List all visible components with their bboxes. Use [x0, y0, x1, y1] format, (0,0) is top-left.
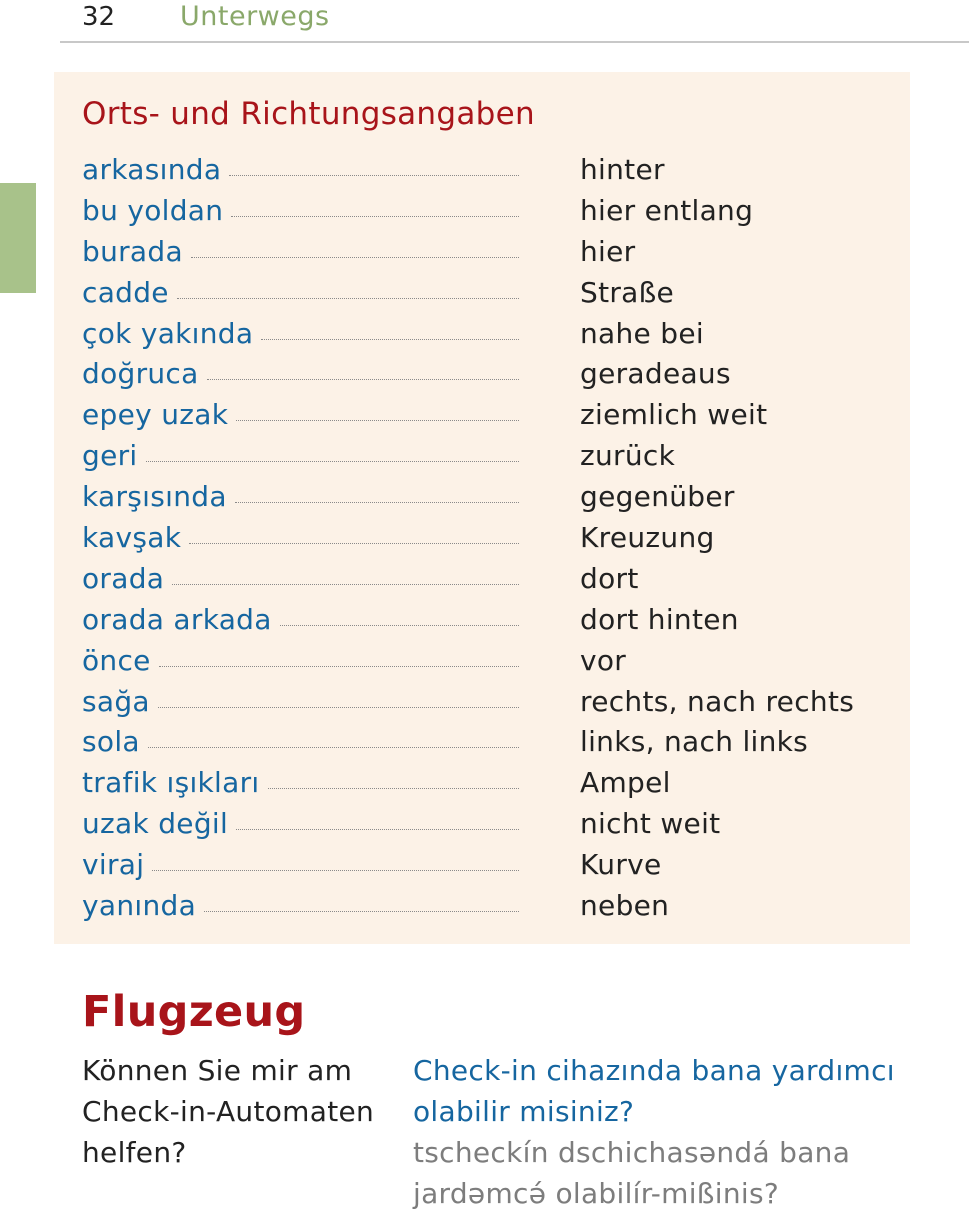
vocab-row: [82, 354, 882, 395]
vocab-german: geradeaus: [580, 357, 731, 391]
vocab-german: Kurve: [580, 848, 662, 882]
vocab-turkish: burada: [82, 234, 183, 268]
vocab-left: [82, 763, 519, 803]
vocab-row: [82, 722, 882, 763]
vocab-row: [82, 273, 882, 314]
dot-leader: [236, 420, 519, 421]
page-header: [0, 0, 969, 44]
vocabulary-title: Orts- und Richtungsangaben: [82, 96, 535, 132]
vocab-turkish: sola: [82, 725, 140, 759]
vocab-left: [82, 559, 519, 599]
vocab-turkish: orada: [82, 561, 165, 595]
vocab-german: Straße: [580, 275, 675, 309]
vocab-left: [82, 477, 519, 517]
vocab-turkish: doğruca: [82, 357, 199, 391]
vocab-left: [82, 600, 519, 640]
vocab-left: [82, 273, 519, 313]
vocab-german: Kreuzung: [580, 521, 715, 555]
vocab-row: [82, 518, 882, 559]
dot-leader: [191, 257, 519, 258]
vocab-left: [82, 722, 519, 762]
header-divider: [60, 41, 969, 43]
vocab-row: [82, 804, 882, 845]
vocab-left: [82, 354, 519, 394]
vocabulary-box: [54, 72, 910, 944]
vocab-row: [82, 150, 882, 191]
vocab-german: hier entlang: [580, 193, 754, 227]
vocab-left: [82, 886, 519, 926]
vocab-left: [82, 395, 519, 435]
dot-leader: [159, 666, 519, 667]
page-number: 32: [82, 2, 116, 32]
vocabulary-list: [82, 150, 882, 927]
vocab-row: [82, 436, 882, 477]
dot-leader: [189, 543, 519, 544]
vocab-left: [82, 804, 519, 844]
dot-leader: [268, 788, 520, 789]
vocab-turkish: önce: [82, 643, 151, 677]
vocab-left: [82, 682, 519, 722]
phrase-german: Können Sie mir am Check-in-Automaten helfen?: [82, 1054, 375, 1169]
vocab-german: Ampel: [580, 766, 671, 800]
vocab-row: [82, 232, 882, 273]
vocab-turkish: bu yoldan: [82, 193, 224, 227]
vocab-row: [82, 559, 882, 600]
vocab-turkish: yanında: [82, 889, 197, 923]
vocab-row: [82, 763, 882, 804]
vocab-left: [82, 641, 519, 681]
vocab-german: rechts, nach rechts: [580, 684, 855, 718]
dot-leader: [229, 175, 519, 176]
vocab-turkish: çok yakında: [82, 316, 254, 350]
vocab-german: nicht weit: [580, 807, 721, 841]
vocab-row: [82, 682, 882, 723]
dot-leader: [261, 339, 519, 340]
vocab-german: vor: [580, 643, 627, 677]
vocab-turkish: arkasında: [82, 153, 222, 186]
vocab-row: [82, 886, 882, 927]
vocab-left: [82, 191, 519, 231]
dot-leader: [280, 625, 519, 626]
vocab-turkish: cadde: [82, 275, 169, 309]
vocab-german: hinter: [580, 153, 665, 186]
dot-leader: [235, 502, 519, 503]
vocab-row: [82, 845, 882, 886]
vocab-row: [82, 477, 882, 518]
vocab-german: zurück: [580, 439, 676, 473]
vocab-left: [82, 314, 519, 354]
vocab-german: gegenüber: [580, 480, 735, 514]
section-title: Unterwegs: [180, 1, 330, 32]
vocab-turkish: epey uzak: [82, 398, 229, 432]
dot-leader: [177, 298, 519, 299]
vocab-left: [82, 518, 519, 558]
dot-leader: [152, 870, 519, 871]
vocab-row: [82, 314, 882, 355]
vocab-turkish: sağa: [82, 684, 150, 718]
vocab-german: links, nach links: [580, 725, 809, 759]
flugzeug-heading: Flugzeug: [82, 987, 306, 1037]
vocab-row: [82, 600, 882, 641]
vocab-turkish: trafik ışıkları: [82, 766, 260, 800]
vocab-row: [82, 395, 882, 436]
vocab-german: neben: [580, 889, 670, 923]
vocab-german: ziemlich weit: [580, 398, 768, 432]
vocab-row: [82, 641, 882, 682]
dot-leader: [236, 829, 519, 830]
chapter-side-tab: [0, 183, 36, 293]
dot-leader: [146, 461, 520, 462]
vocab-left: [82, 845, 519, 885]
vocab-left: [82, 150, 519, 190]
dot-leader: [172, 584, 519, 585]
phrase-pronunciation: tscheckín dschichasəndá bana jardəmcə́ olabilír-mißinis?: [413, 1136, 851, 1210]
dot-leader: [207, 379, 519, 380]
vocab-left: [82, 232, 519, 272]
vocab-turkish: orada arkada: [82, 602, 272, 636]
vocab-turkish: kavşak: [82, 521, 182, 555]
vocab-german: hier: [580, 234, 636, 268]
vocab-turkish: geri: [82, 439, 138, 473]
phrase-turkish: Check-in cihazında bana yardımcı olabilir misiniz?: [413, 1054, 895, 1128]
vocab-turkish: uzak değil: [82, 807, 229, 841]
dot-leader: [204, 911, 519, 912]
vocab-german: dort hinten: [580, 602, 739, 636]
vocab-left: [82, 436, 519, 476]
dot-leader: [148, 747, 519, 748]
vocab-german: dort: [580, 561, 639, 595]
vocab-turkish: karşısında: [82, 480, 227, 514]
vocab-turkish: viraj: [82, 848, 145, 882]
dot-leader: [231, 216, 519, 217]
vocab-row: [82, 191, 882, 232]
vocab-german: nahe bei: [580, 316, 704, 350]
dot-leader: [158, 707, 519, 708]
